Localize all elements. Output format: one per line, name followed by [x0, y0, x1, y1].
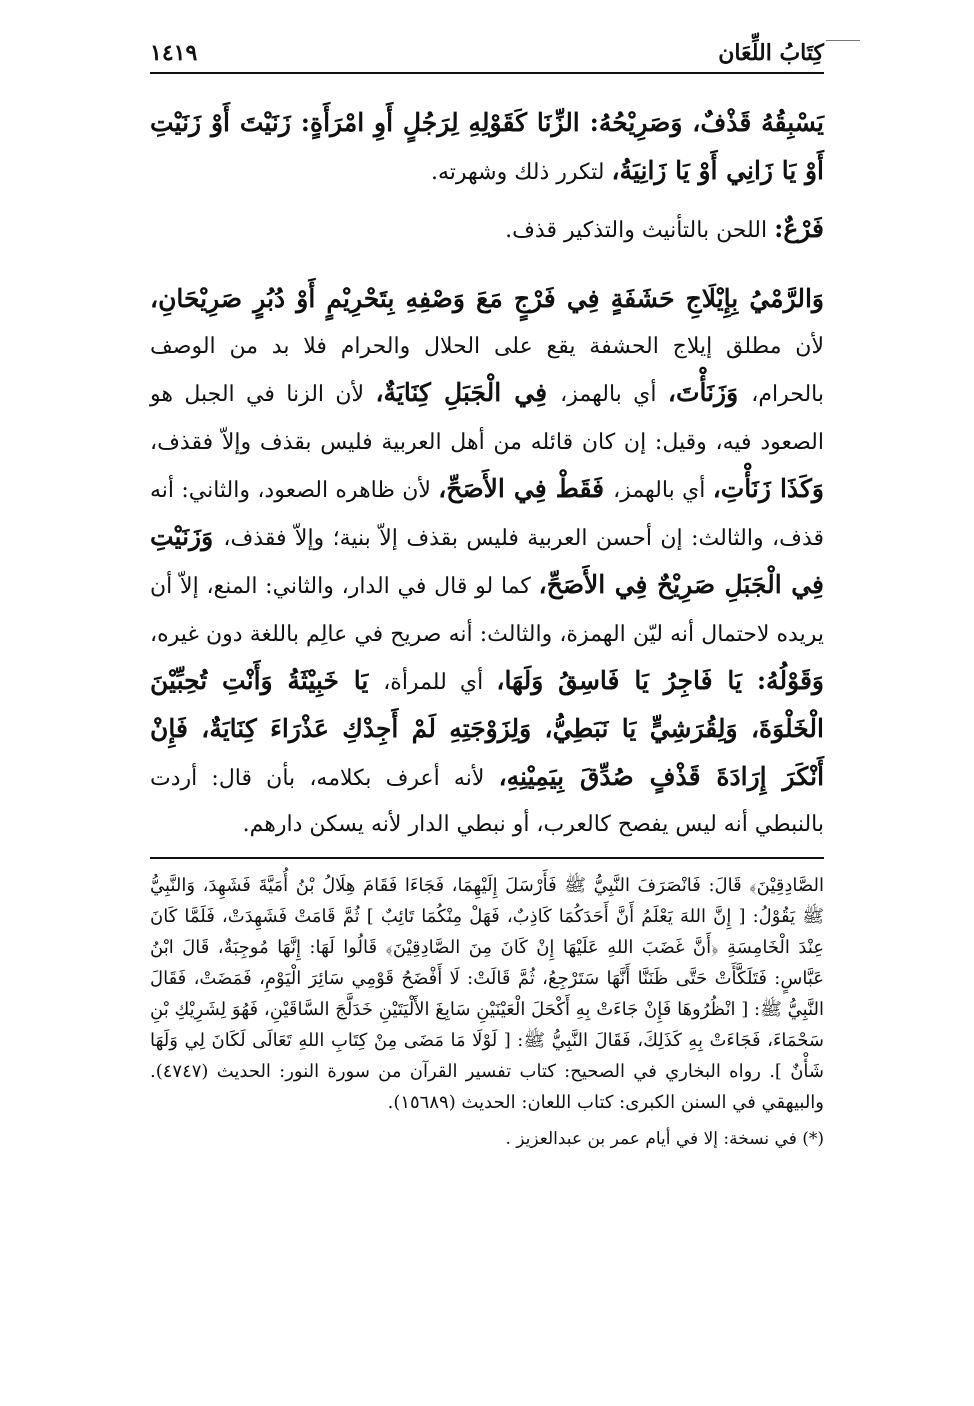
matn-text: وَزَنَيْتِ فِي الْجَبَلِ صَرِيْحٌ فِي الأَصَحِّ،	[150, 522, 824, 599]
footnote-variant: (*) في نسخة: إلا في أيام عمر بن عبدالعزيز .	[505, 1129, 824, 1149]
page-header	[150, 36, 824, 80]
matn-text: وَالرَّمْيُ بِإِيْلَاجِ حَشَفَةٍ فِي فَرْجٍ مَعَ وَصْفِهِ بِتَحْرِيْمٍ أَوْ دُبُرٍ صَرِيْحَانِ،	[150, 284, 824, 313]
matn-text: وَزَنَأْتَ،	[667, 378, 752, 407]
matn-text: فِي الْجَبَلِ كِنَايَةٌ،	[375, 378, 561, 407]
paragraph-1	[150, 100, 824, 196]
matn-text: يَسْبِقُهُ قَذْفٌ، وَصَرِيْحُهُ: الزِّنَا كَقَوْلِهِ لِرَجُلٍ أَوِ امْرَأَةٍ: زَنَيْتَ أَوْ زَنَيْتِ أَوْ يَا زَانِي أَوْ يَا زَانِيَةُ،	[150, 108, 824, 185]
sharh-text: لأن مطلق إيلاج الحشفة يقع على الحلال والحرام فلا بد من الوصف بالحرام،	[150, 334, 824, 407]
footnote-rule	[150, 857, 824, 859]
sharh-text: لأن الزنا في الجبل هو الصعود فيه، وقيل: إن كان قائله من أهل العربية فليس بقذف وإلاّ فقذف،	[150, 382, 824, 455]
sharh-text: لتكرر ذلك وشهرته.	[430, 160, 612, 185]
matn-text: يَا خَبِيْثَةُ وَأَنْتِ تُحِبِّيْنَ الْخَلْوَةَ، وَلِقُرَشِيٍّ يَا نَبَطِيُّ، وَلِزَوْجَتِهِ لَمْ أَجِدْكِ عَذْرَاءَ كِنَايَةٌ، فَإِنْ أَنْكَرَ إِرَادَةَ قَذْفٍ صُدِّقَ بِيَمِيْنِهِ،	[150, 666, 825, 791]
paragraph-3	[150, 276, 824, 848]
footnotes	[150, 870, 824, 1159]
sharh-text: لأن ظاهره الصعود، والثاني: أنه قذف، والثالث: إن أحسن العربية فليس بقذف إلاّ بنية؛ وإلاّ فقذف،	[150, 478, 825, 551]
far-label: فَرْعٌ:	[774, 214, 824, 243]
sharh-text: كما لو قال في الدار، والثاني: المنع، إلاّ أن يريده لاحتمال أنه ليّن الهمزة، والثالث: أنه صريح في عالِم باللغة دون غيره،	[150, 574, 824, 647]
sharh-text: اللحن بالتأنيث والتذكير قذف.	[505, 218, 775, 243]
main-text	[150, 100, 824, 858]
matn-text: وَكَذَا زَنَأْتِ،	[712, 474, 825, 503]
matn-text: وَقَوْلُهُ: يَا فَاجِرُ يَا فَاسِقُ وَلَهَا،	[496, 666, 825, 695]
sharh-text: أي للمرأة،	[383, 670, 497, 695]
sharh-text: أي بالهمز،	[560, 382, 668, 407]
chapter-title: كِتَابُ اللِّعَان	[718, 40, 824, 66]
header-rule	[150, 72, 824, 74]
sharh-text: لأنه أعرف بكلامه، بأن قال: أردت بالنبطي أنه ليس يفصح كالعرب، أو نبطي الدار لأنه يسكن دارهم.	[150, 766, 824, 837]
matn-text: فَقَطْ فِي الأَصَحِّ،	[438, 474, 614, 503]
paragraph-2	[150, 206, 824, 254]
sharh-text: أي بالهمز،	[613, 478, 713, 503]
footnote-hadith: الصَّادِقِيْنَ﴾ قَالَ: فَانْصَرَفَ النَّبِيُّ ﷺ فَأَرْسَلَ إِلَيْهِمَا، فَجَاءَا فَقَامَ هِلَالُ بْنُ أُمَيَّةَ فَشَهِدَ، وَالنَّبِيُّ ﷺ يَقُوْلُ: [ إِنَّ اللهَ يَعْلَمُ أَنَّ أَحَدَكُمَا كَاذِبٌ، فَهَلْ مِنْكُمَا تَائِبٌ ] ثُمَّ قَامَتْ فَشَهِدَتْ، فَلَمَّا كَانَ عِنْدَ الْخَامِسَةِ ﴿أَنَّ غَضَبَ اللهِ عَلَيْهَا إِنْ كَانَ مِنَ الصَّادِقِيْنَ﴾ قَالُوا لَهَا: إِنَّهَا مُوجِبَةٌ، قَالَ ابْنُ عَبَّاسٍ: فَتَلَكَّأَتْ حَتَّى ظَنَنَّا أَنَّهَا سَتَرْجِعُ، ثُمَّ قَالَتْ: لَا أَفْضَحُ قَوْمِي سَائِرَ الْيَوْمِ، فَمَضَتْ، فَقَالَ النَّبِيُّ ﷺ: [ انْظُرُوهَا فَإِنْ جَاءَتْ بِهِ أَكْحَلَ الْعَيْنَيْنِ سَابِغَ الأَلْيَتَيْنِ خَدَلَّجَ السَّاقَيْنِ، فَهُوَ لِشَرِيْكِ بْنِ سَحْمَاءَ، فَجَاءَتْ بِهِ كَذَلِكَ، فَقَالَ النَّبِيُّ ﷺ: [ لَوْلَا مَا مَضَى مِنْ كِتَابِ اللهِ تَعَالَى لَكَانَ لِي وَلَهَا شَأْنٌ ]. رواه البخاري في الصحيح: كتاب تفسير القرآن من سورة النور: الحديث (٤٧٤٧). والبيهقي في السنن الكبرى: كتاب اللعان: الحديث (١٥٦٨٩).	[150, 875, 824, 1113]
page-number: ١٤١٩	[150, 40, 198, 66]
top-margin-mark	[826, 40, 860, 41]
